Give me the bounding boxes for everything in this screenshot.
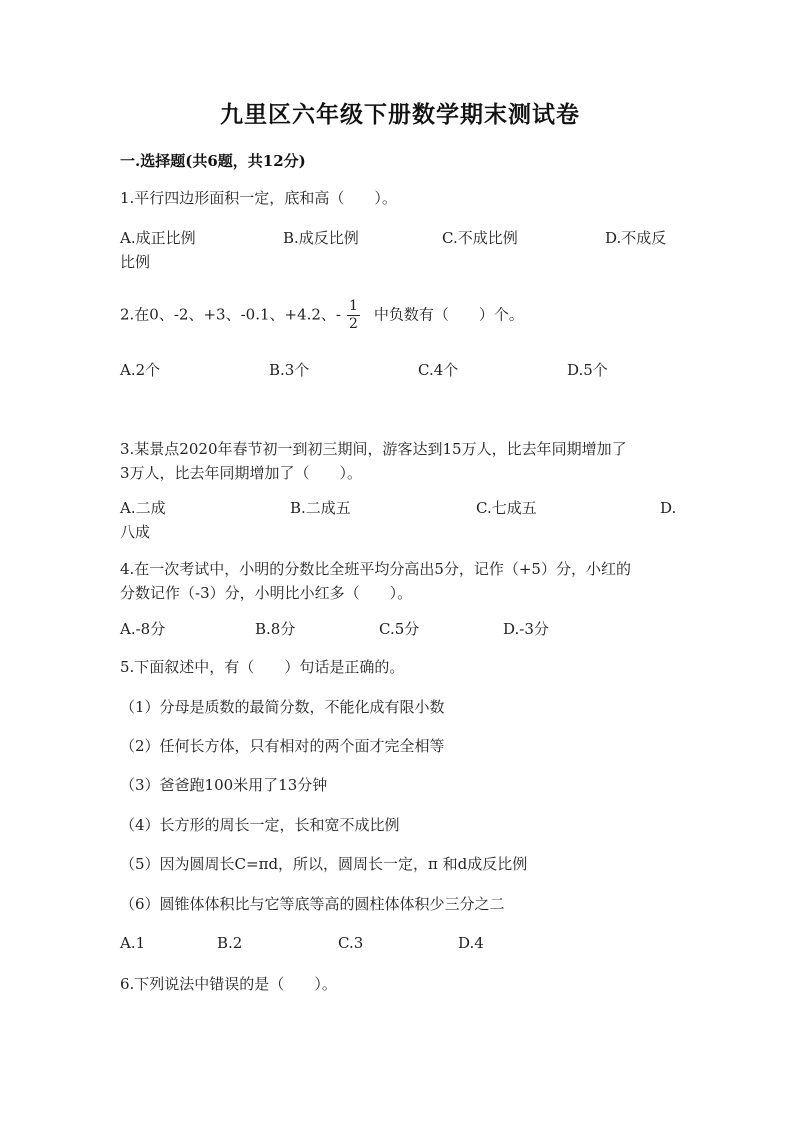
fraction-denominator: 2 [349,316,358,332]
q5-statement-2: （2）任何长方体，只有相对的两个面才完全相等 [120,737,445,755]
q5-statement-3: （3）爸爸跑100米用了13分钟 [120,776,328,794]
q2-text-before: 2.在0、-2、+3、-0.1、+4.2、- [120,305,341,324]
q1-option-b[interactable]: B.成反比例 [283,229,359,247]
q4-option-b[interactable]: B.8分 [255,620,296,638]
question-3-line-2: 3万人，比去年同期增加了（ ）。 [120,464,363,482]
q5-option-b[interactable]: B.2 [217,934,243,952]
q5-statement-6: （6）圆锥体体积比与它等底等高的圆柱体体积少三分之二 [120,895,505,913]
q5-option-a[interactable]: A.1 [120,934,146,952]
q5-option-d[interactable]: D.4 [458,934,484,952]
question-6: 6.下列说法中错误的是（ ）。 [120,975,337,993]
q1-option-d[interactable]: D.不成反 [605,229,667,247]
question-1: 1.平行四边形面积一定，底和高（ ）。 [120,189,397,207]
q1-option-c[interactable]: C.不成比例 [442,229,518,247]
q4-option-d[interactable]: D.-3分 [503,620,549,638]
question-4-line-2: 分数记作（-3）分，小明比小红多（ ）。 [120,584,413,602]
q4-option-a[interactable]: A.-8分 [120,620,166,638]
q2-option-a[interactable]: A.2个 [120,361,161,379]
q5-statement-4: （4）长方形的周长一定，长和宽不成比例 [120,816,400,834]
q3-option-c[interactable]: C.七成五 [476,499,537,517]
q1-option-d-wrap: 比例 [120,253,151,271]
q5-statement-5: （5）因为圆周长C=πd，所以，圆周长一定，π 和d成反比例 [120,855,528,873]
q2-option-d[interactable]: D.5个 [567,361,608,379]
q3-option-d-wrap: 八成 [120,523,151,541]
q1-option-a[interactable]: A.成正比例 [120,229,196,247]
question-2 [120,298,680,333]
question-3-line-1: 3.某景点2020年春节初一到初三期间，游客达到15万人，比去年同期增加了 [120,440,627,458]
fraction-one-half [347,298,360,333]
q3-option-a[interactable]: A.二成 [120,499,166,517]
question-4-line-1: 4.在一次考试中，小明的分数比全班平均分高出5分，记作（+5）分，小红的 [120,560,631,578]
section-heading: 一.选择题(共6题，共12分) [120,152,306,170]
q4-option-c[interactable]: C.5分 [379,620,420,638]
q2-option-b[interactable]: B.3个 [269,361,310,379]
page-title: 九里区六年级下册数学期末测试卷 [220,101,580,128]
fraction-numerator: 1 [349,298,358,314]
q5-option-c[interactable]: C.3 [338,934,364,952]
q5-statement-1: （1）分母是质数的最简分数，不能化成有限小数 [120,698,445,716]
q2-option-c[interactable]: C.4个 [418,361,459,379]
question-5: 5.下面叙述中，有（ ）句话是正确的。 [120,658,405,676]
q3-option-b[interactable]: B.二成五 [290,499,351,517]
q2-text-after: 中负数有（ ）个。 [373,305,524,324]
q3-option-d[interactable]: D. [660,499,677,517]
